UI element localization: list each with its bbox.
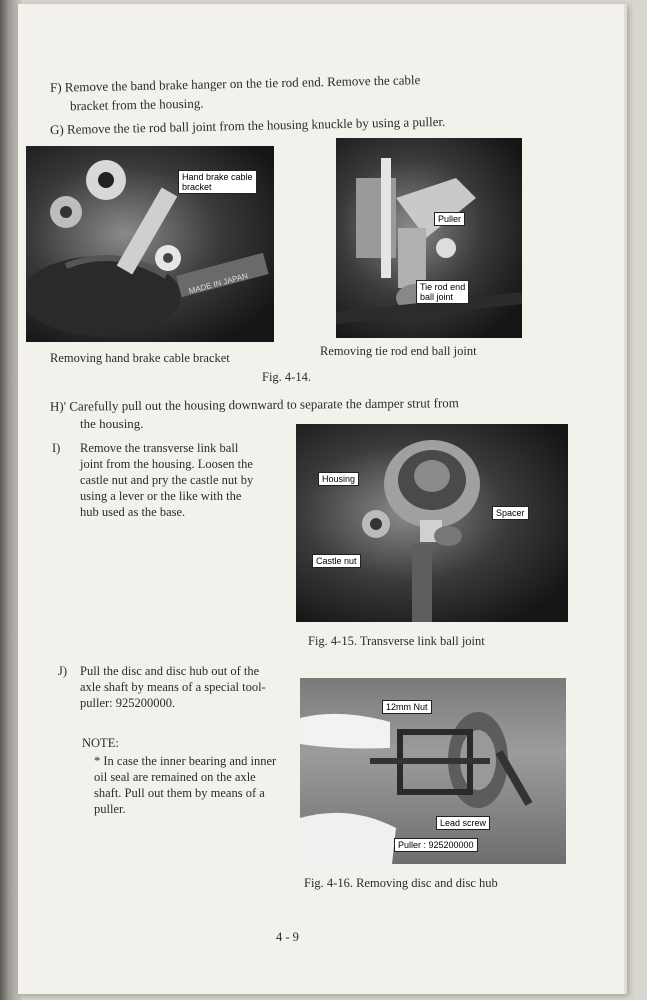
fig15-caption: Fig. 4-15. Transverse link ball joint — [308, 634, 485, 648]
step-h-line2: the housing. — [80, 416, 144, 431]
step-h-line1: H)' Carefully pull out the housing downward to separate the damper strut from — [49, 395, 459, 414]
step-f-line2: bracket from the housing. — [69, 95, 204, 114]
step-j-label: J) — [58, 664, 68, 678]
callout-puller-925200000: Puller : 925200000 — [394, 838, 478, 852]
photo-removing-disc-and-hub — [300, 678, 566, 864]
callout-hand-brake-cable-line1: Hand brake cable — [182, 172, 253, 182]
stamp-made-in-japan: MADE IN JAPAN — [187, 271, 249, 296]
callout-tie-rod-end-ball-joint — [416, 280, 469, 304]
photo-hand-brake-cable-bracket — [26, 146, 274, 342]
step-f-line1: F) Remove the band brake hanger on the tie rod end. Remove the cable — [49, 72, 421, 95]
note-text: * In case the inner bearing and inner oil seal are remained on the axle shaft. Pull out them by means of a puller. — [94, 754, 277, 816]
fig16-caption: Fig. 4-16. Removing disc and disc hub — [304, 876, 498, 890]
callout-12mm-nut: 12mm Nut — [382, 700, 432, 714]
callout-spacer: Spacer — [492, 506, 529, 520]
callout-puller: Puller — [434, 212, 465, 226]
note-label: NOTE: — [82, 736, 119, 750]
fig14-right-caption: Removing tie rod end ball joint — [320, 344, 477, 358]
fig14-left-caption: Removing hand brake cable bracket — [50, 351, 230, 365]
page-number: 4 - 9 — [276, 930, 299, 944]
step-i-text: Remove the transverse link ball joint from the housing. Loosen the castle nut and pry the castle nut by using a lever or the like with the hub used as the base. — [80, 441, 254, 519]
manual-page — [18, 4, 627, 994]
callout-tie-rod-end-line2: ball joint — [420, 292, 454, 302]
callout-hand-brake-cable-line2: bracket — [182, 182, 212, 192]
step-i-label: I) — [52, 441, 61, 455]
photo-tie-rod-end-ball-joint — [336, 138, 522, 338]
step-g-line: G) Remove the tie rod ball joint from the housing knuckle by using a puller. — [49, 113, 446, 138]
photo-transverse-link-ball-joint — [296, 424, 568, 622]
callout-hand-brake-cable — [178, 170, 257, 194]
callout-housing: Housing — [318, 472, 359, 486]
callout-tie-rod-end-line1: Tie rod end — [420, 282, 466, 292]
step-j-text: Pull the disc and disc hub out of the axle shaft by means of a special tool-puller: 925200000. — [80, 664, 266, 710]
fig14-number: Fig. 4-14. — [262, 370, 311, 384]
callout-castle-nut: Castle nut — [312, 554, 361, 568]
callout-lead-screw: Lead screw — [436, 816, 490, 830]
